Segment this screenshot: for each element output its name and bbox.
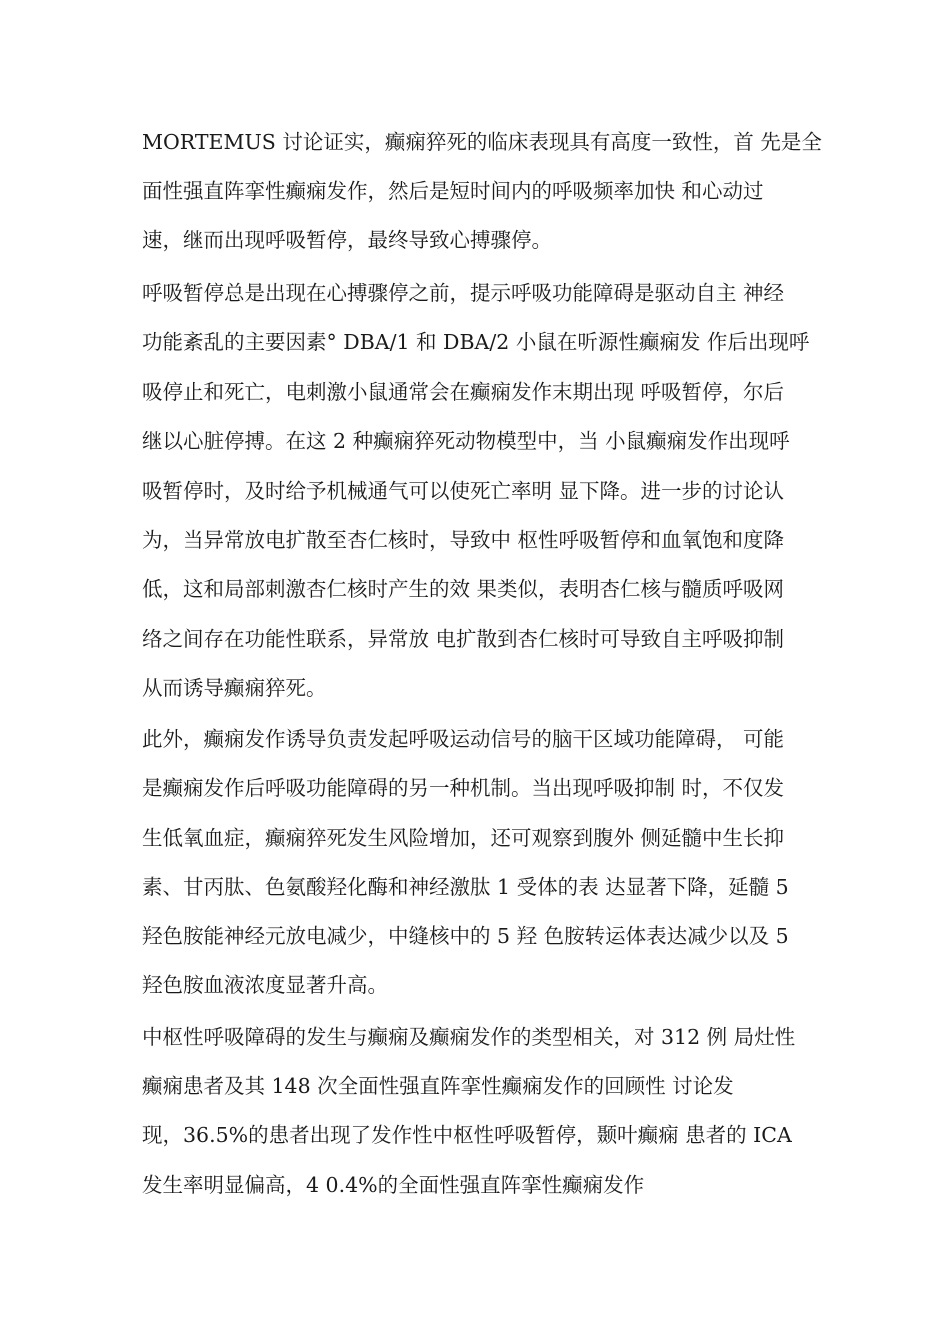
text-line: MORTEMUS 讨论证实，癫痫猝死的临床表现具有高度一致性，首 先是全 (142, 130, 822, 154)
text-line: 现，36.5%的患者出现了发作性中枢性呼吸暂停，颞叶癫痫 患者的 ICA (142, 1123, 792, 1147)
text-line: 从而诱导癫痫猝死。 (142, 676, 327, 700)
text-line: 呼吸暂停总是出现在心搏骤停之前，提示呼吸功能障碍是驱动自主 神经 (142, 281, 785, 305)
text-line: 吸停止和死亡，电刺激小鼠通常会在癫痫发作末期出现 呼吸暂停，尔后 (142, 380, 785, 404)
text-line: 吸暂停时，及时给予机械通气可以使死亡率明 显下降。进一步的讨论认 (142, 479, 785, 503)
text-line: 羟色胺血液浓度显著升高。 (142, 973, 388, 997)
text-line: 癫痫患者及其 148 次全面性强直阵挛性癫痫发作的回顾性 讨论发 (142, 1074, 734, 1098)
text-line: 络之间存在功能性联系，异常放 电扩散到杏仁核时可导致自主呼吸抑制 (142, 627, 785, 651)
text-line: 此外，癫痫发作诱导负责发起呼吸运动信号的脑干区域功能障碍， 可能 (142, 727, 785, 751)
text-line: 功能紊乱的主要因素° DBA/1 和 DBA/2 小鼠在听源性癫痫发 作后出现呼 (142, 330, 810, 354)
text-line: 为，当异常放电扩散至杏仁核时，导致中 枢性呼吸暂停和血氧饱和度降 (142, 528, 785, 552)
text-line: 低，这和局部刺激杏仁核时产生的效 果类似，表明杏仁核与髓质呼吸网 (142, 577, 785, 601)
text-line: 面性强直阵挛性癫痫发作，然后是短时间内的呼吸频率加快 和心动过 (142, 179, 764, 203)
text-line: 发生率明显偏高，4 0.4%的全面性强直阵挛性癫痫发作 (142, 1173, 645, 1197)
text-line: 羟色胺能神经元放电减少，中缝核中的 5 羟 色胺转运体表达减少以及 5 (142, 924, 789, 948)
text-line: 中枢性呼吸障碍的发生与癫痫及癫痫发作的类型相关，对 312 例 局灶性 (142, 1025, 796, 1049)
text-line: 继以心脏停搏。在这 2 种癫痫猝死动物模型中，当 小鼠癫痫发作出现呼 (142, 429, 790, 453)
text-line: 是癫痫发作后呼吸功能障碍的另一种机制。当出现呼吸抑制 时，不仅发 (142, 776, 785, 800)
text-line: 速，继而出现呼吸暂停，最终导致心搏骤停。 (142, 228, 552, 252)
text-line: 生低氧血症，癫痫猝死发生风险增加，还可观察到腹外 侧延髓中生长抑 (142, 826, 785, 850)
text-line: 素、甘丙肽、色氨酸羟化酶和神经激肽 1 受体的表 达显著下降，延髓 5 (142, 875, 789, 899)
